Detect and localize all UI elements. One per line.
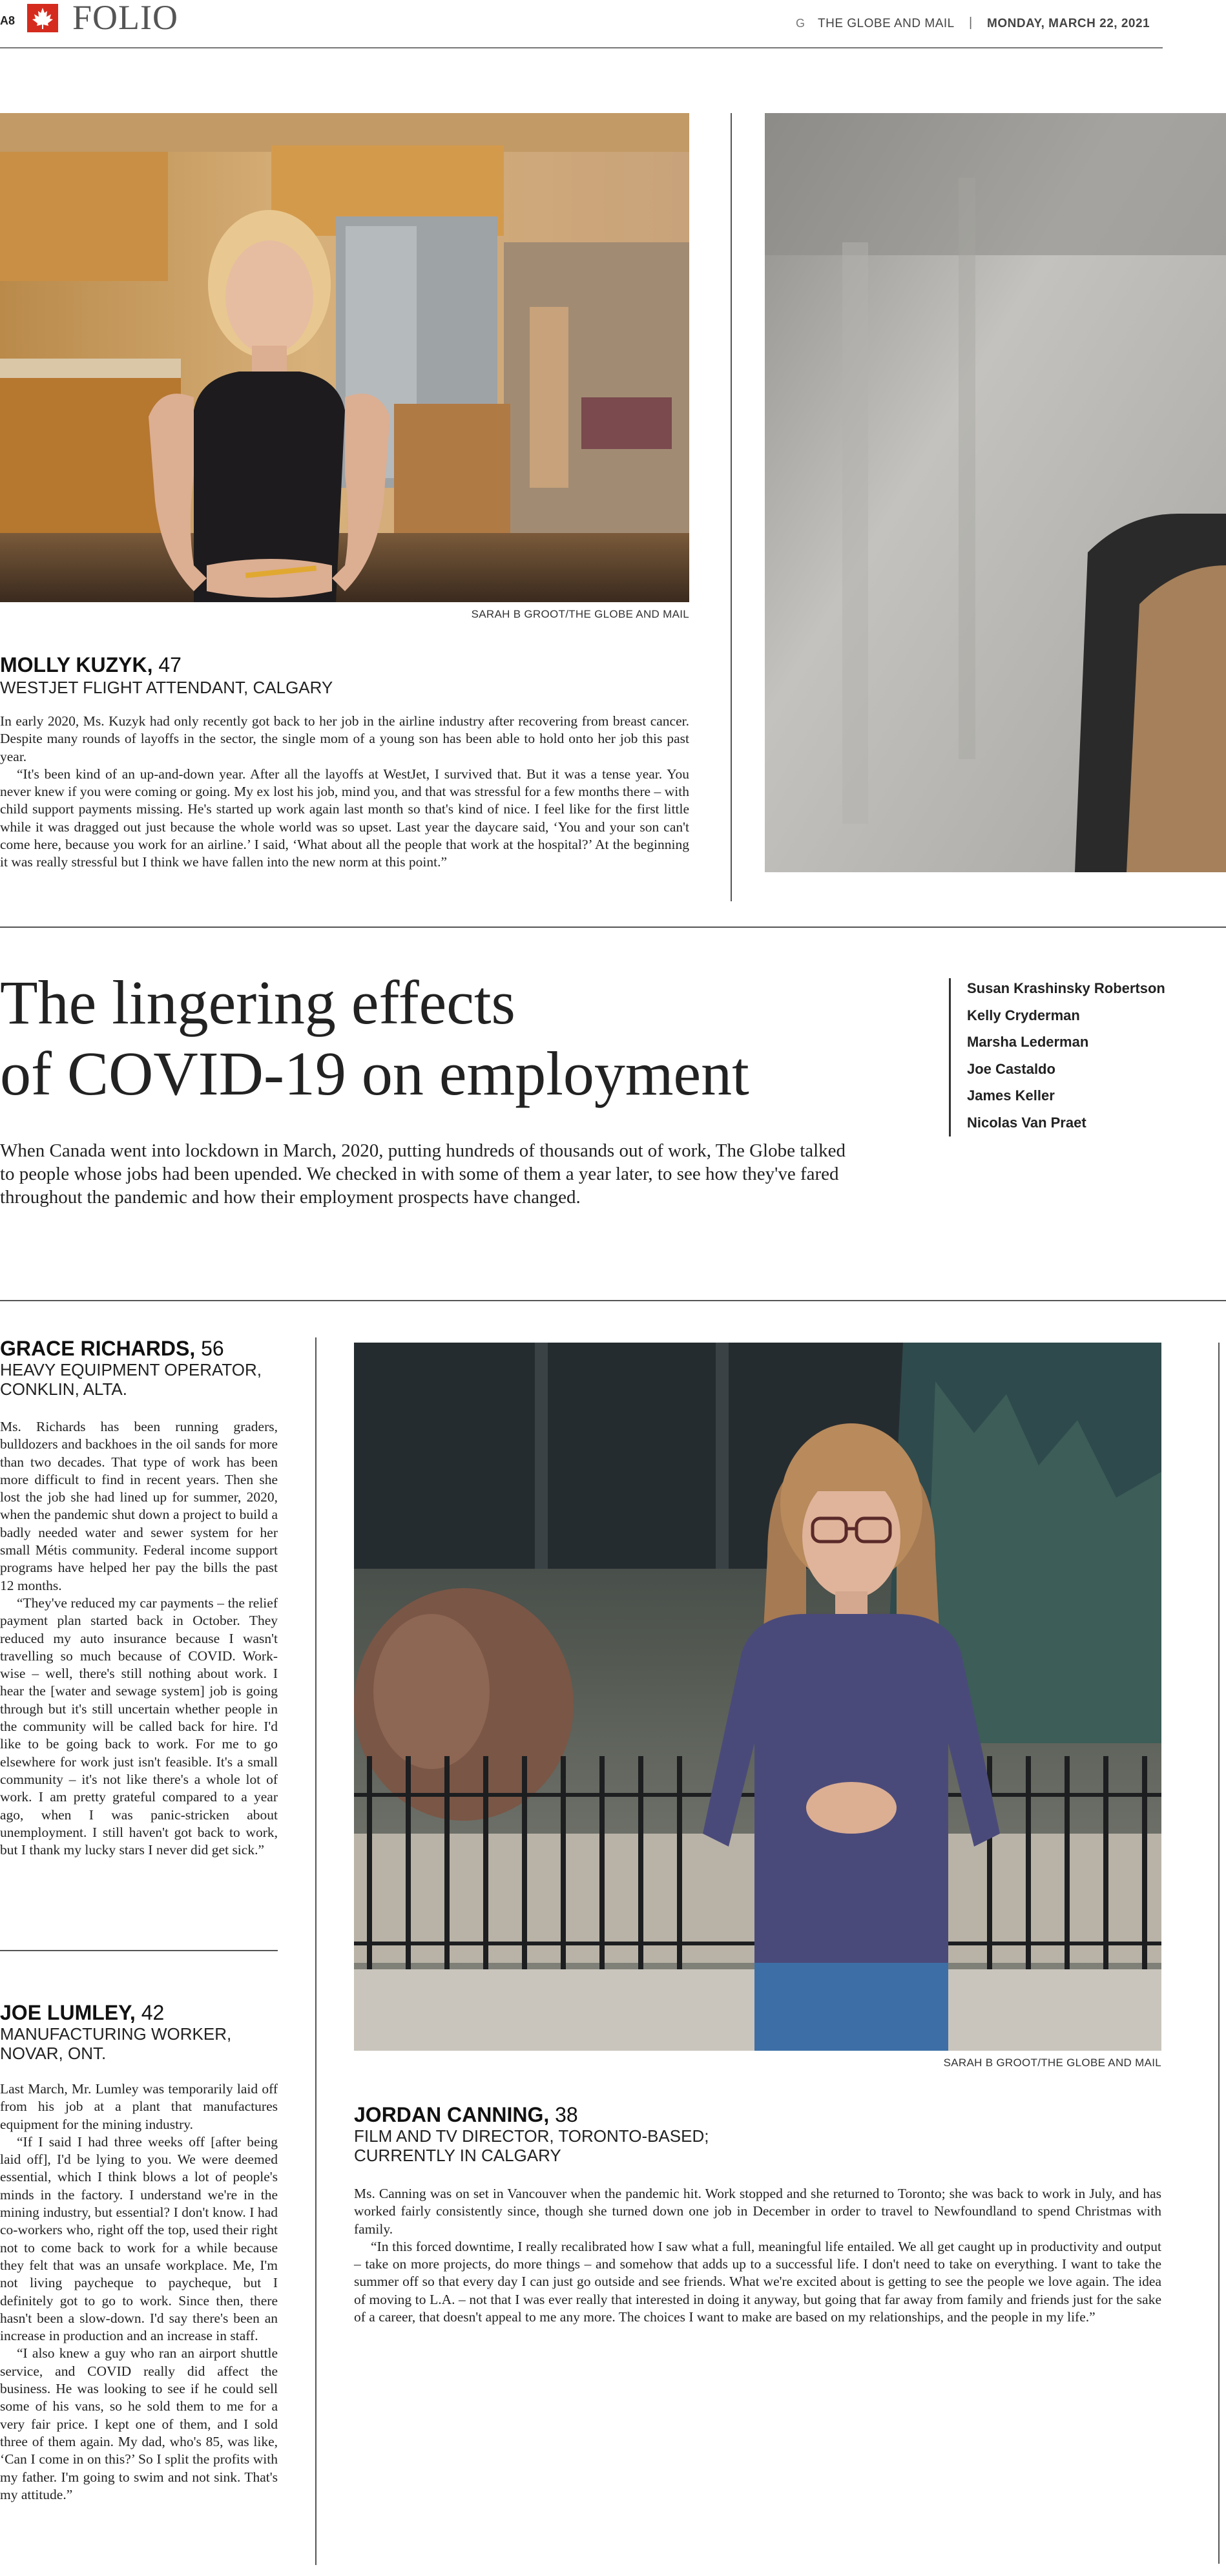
contributor: Nicolas Van Praet (967, 1114, 1086, 1131)
age-grace: 56 (201, 1337, 224, 1360)
headline-line-2: of COVID-19 on employment (0, 1039, 749, 1108)
page-number: A8 (0, 14, 16, 27)
role-jordan (354, 2127, 709, 2166)
person-name-grace (0, 1337, 224, 1360)
publication-name: THE GLOBE AND MAIL (818, 17, 955, 30)
role-line: FILM AND TV DIRECTOR, TORONTO-BASED; (354, 2126, 709, 2146)
masthead-rule (0, 47, 1163, 48)
photo-jordan-canning (354, 1343, 1161, 2051)
paragraph: “In this forced downtime, I really recalibrated how I saw what a full, meaningful life entailed. We all get caught up in productivity and output – take on more projects, do more things – and somehow that adds up to a successful life. I don't need to take on everything. I want to take the summer off so that every day I can just go outside and see friends. What we're excited about is getting to see the people we love again. The idea of moving to L.A. – not that I was ever really that interested in doing it anyway, but going that far away from family and friends just for the sake of a career, that doesn't appeal to me any more. The choices I want to make are based on my relationships, and the people in my life.” (354, 2238, 1161, 2325)
name-molly: MOLLY KUZYK, (0, 653, 153, 676)
name-grace: GRACE RICHARDS, (0, 1337, 196, 1360)
person-name-molly (0, 654, 182, 676)
story-molly (0, 713, 689, 872)
role-molly: WESTJET FLIGHT ATTENDANT, CALGARY (0, 678, 333, 697)
paragraph: “If I said I had three weeks off [after being laid off], I'd be lying to you. We were deemed essential, which I think blows a lot of people's minds in the factory. I understand we're in the mining industry, but essential? I don't know. I had co-workers who, right off the top, used their right not to come back to work for a while because they felt that was an unsafe workplace. Me, I'm not living paycheque to paycheque, but I definitely got to go to work. Since then, there hasn't been a slow-down. I'd say there's been an increase in production and an increase in staff. (0, 2133, 278, 2344)
age-jordan: 38 (555, 2103, 578, 2126)
role-line: NOVAR, ONT. (0, 2043, 107, 2063)
paragraph: “They've reduced my car payments – the relief payment plan started back in October. They reduced my auto insurance because I wasn't travelling so much because of COVID. Work-wise – well, there's still nothing about work. I hear the [water and sewage system] job is going through but it's still uncertain whether people in the community will be called back for hire. I'd like to be going back to work. For me to go elsewhere for work just isn't feasible. It's a small community – it's not like there's a whole lot of work. I am pretty grateful compared to a year ago, when I was panic-stricken about unemployment. I still haven't got back to work, but I thank my lucky stars I never did get sick.” (0, 1595, 278, 1858)
headline (0, 967, 749, 1109)
maple-leaf-icon (27, 4, 58, 32)
role-line: CONKLIN, ALTA. (0, 1379, 127, 1399)
contributors-rule (949, 978, 951, 1136)
paragraph: Last March, Mr. Lumley was temporarily laid off from his job at a plant that manufactures equipment for the mining industry. (0, 2081, 278, 2132)
paragraph: Ms. Canning was on set in Vancouver when the pandemic hit. Work stopped and she returned to Toronto; she was back to work in July, and has worked fairly consistently since, though she turned down one job in December in order to travel to Newfoundland to spend Christmas with family. (354, 2186, 1161, 2237)
role-joe (0, 2025, 231, 2064)
contributor: James Keller (967, 1087, 1055, 1104)
photo-concrete-wall-portrait (765, 113, 1226, 872)
section-rule (0, 1300, 1226, 1301)
contributor: Joe Castaldo (967, 1060, 1055, 1077)
section-title: FOLIO (72, 0, 178, 37)
role-line: HEAVY EQUIPMENT OPERATOR, (0, 1360, 262, 1379)
issue-date: MONDAY, MARCH 22, 2021 (987, 17, 1150, 30)
headline-line-1: The lingering effects (0, 968, 515, 1037)
name-joe: JOE LUMLEY, (0, 2001, 136, 2024)
paragraph: “I also knew a guy who ran an airport shuttle service, and COVID really did affect the business. He was looking to see if he could sell some of his vans, so he sold them to me for a very fair price. I kept one of them, and I sold three of them again. My dad, who's 85, was like, ‘Can I come in on this?’ So I split the profits with my father. I'm going to swim and not sink. That's my attitude.” (0, 2345, 278, 2502)
paragraph: “It's been kind of an up-and-down year. After all the layoffs at WestJet, I survived that. But it was a tense year. You never knew if you were coming or going. My ex lost his job, mind you, and that was stressful for a few months there – with child support payments missing. He's started up work again last month so that's kind of nice. I feel like for the first little while it was dragged out just because the whole world was so upset. Last year the daycare said, ‘You and your son can't come here, because you work for an airline.’ I said, ‘What about all the people that work at the hospital?’ At the beginning it was really stressful but I think we have fallen into the new norm at this point.” (0, 766, 689, 870)
role-grace (0, 1361, 262, 1399)
column-divider (731, 113, 732, 901)
contributor: Kelly Cryderman (967, 1007, 1080, 1023)
photo-credit-molly: SARAH B GROOT/THE GLOBE AND MAIL (471, 608, 689, 620)
name-jordan: JORDAN CANNING, (354, 2103, 550, 2126)
column-divider-right (1218, 1343, 1220, 2564)
contributor: Marsha Lederman (967, 1034, 1089, 1050)
role-line: MANUFACTURING WORKER, (0, 2024, 232, 2044)
paragraph: Ms. Richards has been running graders, bulldozers and backhoes in the oil sands for more than two decades. That type of work has been more difficult to find in recent years. Then she lost the job she had lined up for summer, 2020, when the pandemic shut down a project to build a badly needed water and sewer system for her small Métis community. Federal income support programs have helped her pay the bills the past 12 months. (0, 1419, 278, 1593)
role-line: CURRENTLY IN CALGARY (354, 2145, 561, 2165)
globe-logo-mark: G (796, 17, 805, 30)
person-name-joe (0, 2002, 164, 2024)
contributors-list (967, 975, 1165, 1136)
story-grace (0, 1418, 278, 1859)
headline-deck: When Canada went into lockdown in March, 2020, putting hundreds of thousands out of work, The Globe talked to people whose jobs had been upended. We checked in with some of them a year later, to see how they've fared throughout the pandemic and how their employment prospects have changed. (0, 1140, 846, 1208)
photo-credit-jordan: SARAH B GROOT/THE GLOBE AND MAIL (943, 2057, 1161, 2069)
section-rule (0, 927, 1226, 928)
paragraph: In early 2020, Ms. Kuzyk had only recently got back to her job in the airline industry after recovering from breast cancer. Despite many rounds of layoffs in the sector, the single mom of a young son has been able to hold onto her job this past year. (0, 713, 689, 764)
age-joe: 42 (141, 2001, 165, 2024)
photo-molly-kuzyk (0, 113, 689, 602)
story-jordan (354, 2185, 1161, 2326)
contributor: Susan Krashinsky Robertson (967, 980, 1165, 996)
masthead-separator: | (969, 16, 973, 30)
story-joe (0, 2080, 278, 2504)
column-rule (0, 1950, 278, 1951)
age-molly: 47 (158, 653, 182, 676)
person-name-jordan (354, 2104, 578, 2126)
column-divider (315, 1337, 317, 2565)
